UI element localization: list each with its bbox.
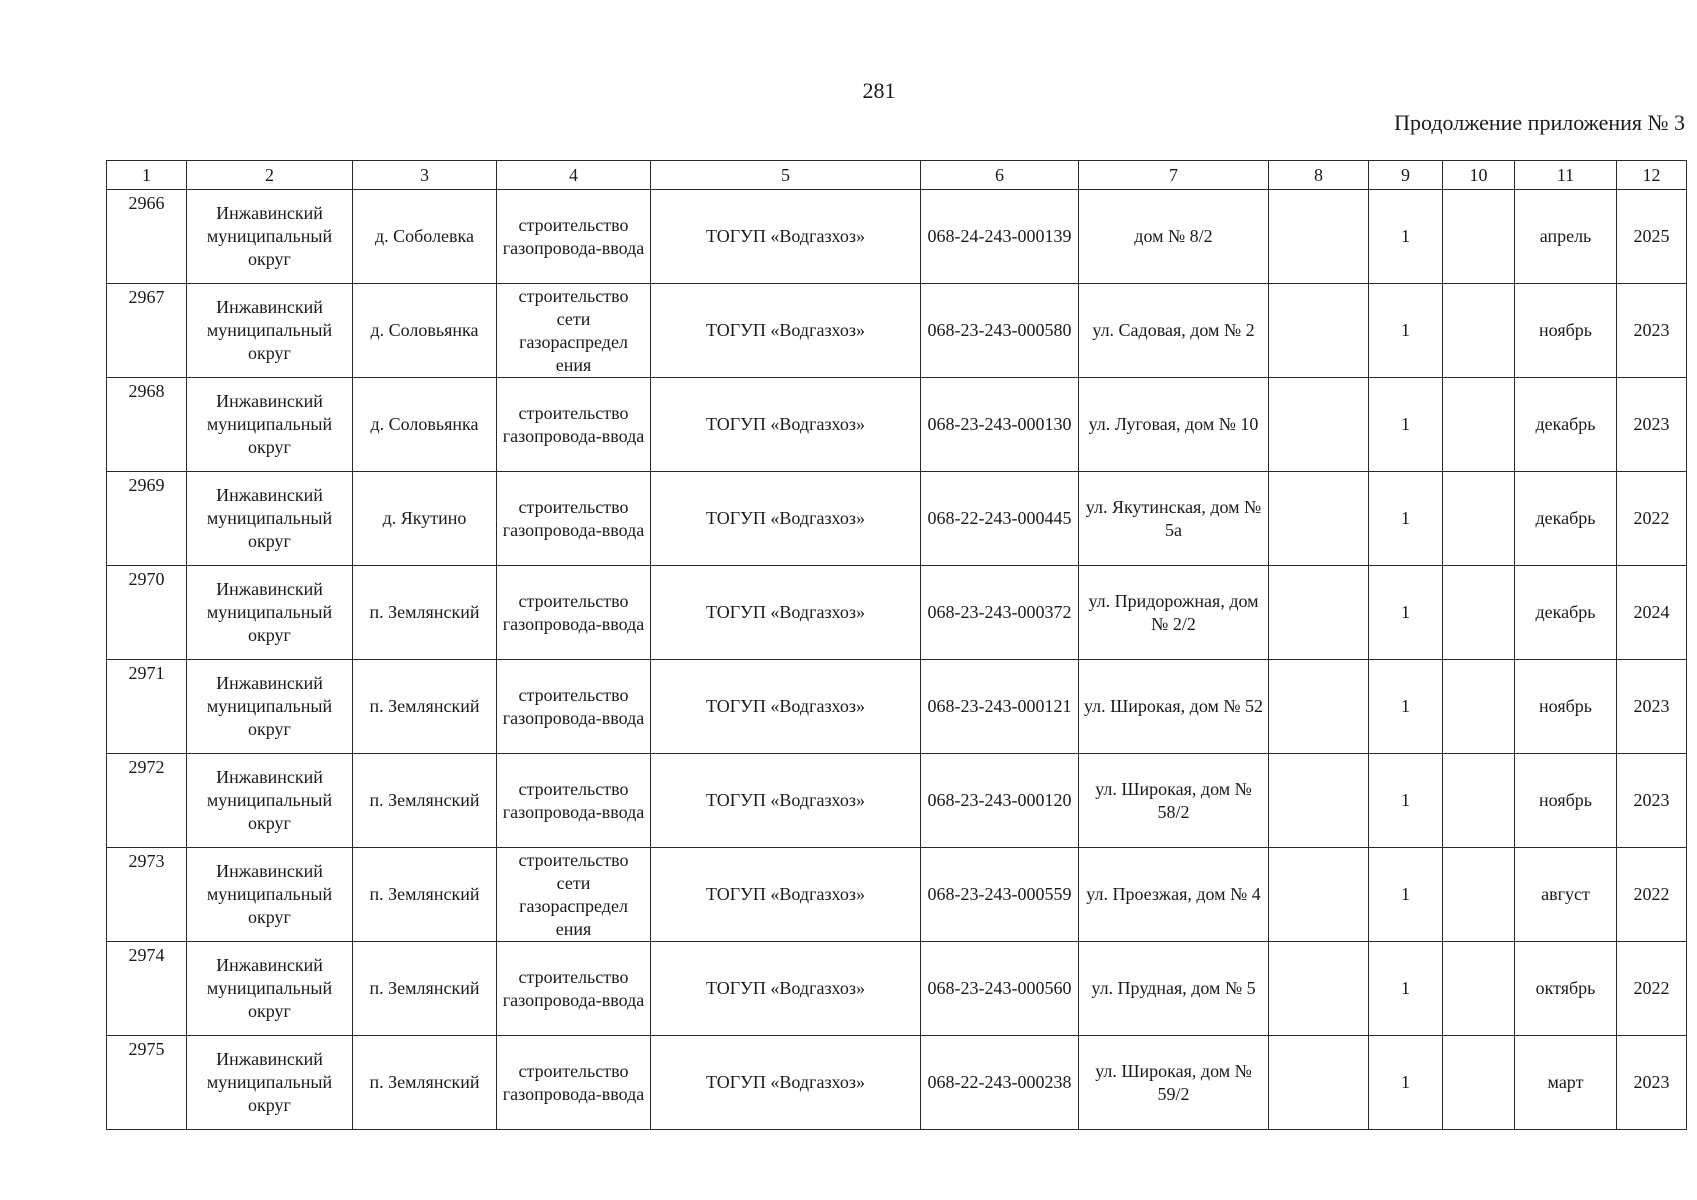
year-cell: 2022 [1617,472,1687,566]
column-header: 2 [187,161,353,190]
table-row [107,472,1687,566]
work-type-cell: строительство газопровода-ввода [497,942,651,1036]
month-cell: декабрь [1515,472,1617,566]
organization-cell: ТОГУП «Водгазхоз» [651,660,921,754]
column-8-cell [1269,284,1369,378]
continuation-label: Продолжение приложения № 3 [1394,110,1685,135]
object-code-cell: 068-23-243-000121 [921,660,1079,754]
organization-cell: ТОГУП «Водгазхоз» [651,472,921,566]
settlement-cell: п. Землянский [353,848,497,942]
month-cell: март [1515,1036,1617,1130]
object-code-cell: 068-23-243-000560 [921,942,1079,1036]
header-row [107,161,1687,190]
column-10-cell [1443,566,1515,660]
quantity-cell: 1 [1369,660,1443,754]
table-row [107,1036,1687,1130]
object-code-cell: 068-22-243-000445 [921,472,1079,566]
column-8-cell [1269,190,1369,284]
year-cell: 2023 [1617,660,1687,754]
row-number: 2967 [107,284,187,378]
object-code-cell: 068-22-243-000238 [921,1036,1079,1130]
quantity-cell: 1 [1369,1036,1443,1130]
column-header: 12 [1617,161,1687,190]
row-number: 2972 [107,754,187,848]
column-header: 10 [1443,161,1515,190]
settlement-cell: п. Землянский [353,754,497,848]
table-row [107,660,1687,754]
address-cell: ул. Придорожная, дом № 2/2 [1079,566,1269,660]
district-cell: Инжавинский муниципальный округ [187,754,353,848]
work-type-cell: строительство газопровода-ввода [497,1036,651,1130]
column-header: 9 [1369,161,1443,190]
work-type-cell: строительство сети газораспредел ения [497,284,651,378]
quantity-cell: 1 [1369,284,1443,378]
object-code-cell: 068-24-243-000139 [921,190,1079,284]
column-10-cell [1443,284,1515,378]
work-type-cell: строительство газопровода-ввода [497,190,651,284]
organization-cell: ТОГУП «Водгазхоз» [651,942,921,1036]
organization-cell: ТОГУП «Водгазхоз» [651,190,921,284]
column-10-cell [1443,472,1515,566]
settlement-cell: д. Якутино [353,472,497,566]
work-type-cell: строительство газопровода-ввода [497,472,651,566]
table-row [107,190,1687,284]
page-number: 281 [862,78,896,103]
year-cell: 2023 [1617,284,1687,378]
column-8-cell [1269,472,1369,566]
column-header: 1 [107,161,187,190]
work-type-cell: строительство газопровода-ввода [497,378,651,472]
row-number: 2973 [107,848,187,942]
month-cell: ноябрь [1515,284,1617,378]
work-type-cell: строительство газопровода-ввода [497,660,651,754]
row-number: 2969 [107,472,187,566]
column-10-cell [1443,1036,1515,1130]
work-type-cell: строительство газопровода-ввода [497,754,651,848]
settlement-cell: д. Соболевка [353,190,497,284]
month-cell: август [1515,848,1617,942]
month-cell: ноябрь [1515,754,1617,848]
organization-cell: ТОГУП «Водгазхоз» [651,848,921,942]
year-cell: 2025 [1617,190,1687,284]
organization-cell: ТОГУП «Водгазхоз» [651,566,921,660]
district-cell: Инжавинский муниципальный округ [187,942,353,1036]
column-8-cell [1269,754,1369,848]
settlement-cell: д. Соловьянка [353,284,497,378]
address-cell: ул. Садовая, дом № 2 [1079,284,1269,378]
column-10-cell [1443,754,1515,848]
column-header: 7 [1079,161,1269,190]
address-cell: ул. Якутинская, дом № 5а [1079,472,1269,566]
row-number: 2968 [107,378,187,472]
column-10-cell [1443,848,1515,942]
district-cell: Инжавинский муниципальный округ [187,566,353,660]
table-row [107,942,1687,1036]
organization-cell: ТОГУП «Водгазхоз» [651,378,921,472]
table-row [107,378,1687,472]
table-row [107,848,1687,942]
quantity-cell: 1 [1369,942,1443,1036]
quantity-cell: 1 [1369,754,1443,848]
table-row [107,284,1687,378]
month-cell: декабрь [1515,566,1617,660]
year-cell: 2023 [1617,1036,1687,1130]
object-code-cell: 068-23-243-000372 [921,566,1079,660]
row-number: 2966 [107,190,187,284]
column-10-cell [1443,942,1515,1036]
address-cell: ул. Луговая, дом № 10 [1079,378,1269,472]
row-number: 2970 [107,566,187,660]
page-number-wrapper [0,78,1697,104]
year-cell: 2023 [1617,378,1687,472]
address-cell: ул. Широкая, дом № 52 [1079,660,1269,754]
column-10-cell [1443,660,1515,754]
row-number: 2974 [107,942,187,1036]
column-header: 8 [1269,161,1369,190]
object-code-cell: 068-23-243-000559 [921,848,1079,942]
district-cell: Инжавинский муниципальный округ [187,660,353,754]
row-number: 2975 [107,1036,187,1130]
address-cell: дом № 8/2 [1079,190,1269,284]
column-header: 4 [497,161,651,190]
quantity-cell: 1 [1369,848,1443,942]
address-cell: ул. Широкая, дом № 58/2 [1079,754,1269,848]
column-10-cell [1443,190,1515,284]
column-8-cell [1269,660,1369,754]
column-header: 6 [921,161,1079,190]
year-cell: 2022 [1617,942,1687,1036]
column-8-cell [1269,378,1369,472]
district-cell: Инжавинский муниципальный округ [187,1036,353,1130]
column-8-cell [1269,942,1369,1036]
object-code-cell: 068-23-243-000120 [921,754,1079,848]
table-row [107,566,1687,660]
address-cell: ул. Прудная, дом № 5 [1079,942,1269,1036]
organization-cell: ТОГУП «Водгазхоз» [651,754,921,848]
work-type-cell: строительство газопровода-ввода [497,566,651,660]
table-header [107,161,1687,190]
month-cell: ноябрь [1515,660,1617,754]
month-cell: октябрь [1515,942,1617,1036]
district-cell: Инжавинский муниципальный округ [187,284,353,378]
object-code-cell: 068-23-243-000580 [921,284,1079,378]
month-cell: декабрь [1515,378,1617,472]
work-type-cell: строительство сети газораспредел ения [497,848,651,942]
district-cell: Инжавинский муниципальный округ [187,472,353,566]
table-body [107,190,1687,1130]
month-cell: апрель [1515,190,1617,284]
quantity-cell: 1 [1369,566,1443,660]
column-header: 3 [353,161,497,190]
column-8-cell [1269,848,1369,942]
address-cell: ул. Широкая, дом № 59/2 [1079,1036,1269,1130]
district-cell: Инжавинский муниципальный округ [187,848,353,942]
settlement-cell: д. Соловьянка [353,378,497,472]
district-cell: Инжавинский муниципальный округ [187,378,353,472]
quantity-cell: 1 [1369,378,1443,472]
organization-cell: ТОГУП «Водгазхоз» [651,284,921,378]
organization-cell: ТОГУП «Водгазхоз» [651,1036,921,1130]
settlement-cell: п. Землянский [353,660,497,754]
quantity-cell: 1 [1369,472,1443,566]
address-cell: ул. Проезжая, дом № 4 [1079,848,1269,942]
settlement-cell: п. Землянский [353,566,497,660]
settlement-cell: п. Землянский [353,942,497,1036]
column-8-cell [1269,1036,1369,1130]
table-row [107,754,1687,848]
column-10-cell [1443,378,1515,472]
registry-table [106,160,1687,1130]
object-code-cell: 068-23-243-000130 [921,378,1079,472]
row-number: 2971 [107,660,187,754]
settlement-cell: п. Землянский [353,1036,497,1130]
year-cell: 2022 [1617,848,1687,942]
year-cell: 2023 [1617,754,1687,848]
column-header: 11 [1515,161,1617,190]
quantity-cell: 1 [1369,190,1443,284]
column-header: 5 [651,161,921,190]
year-cell: 2024 [1617,566,1687,660]
district-cell: Инжавинский муниципальный округ [187,190,353,284]
column-8-cell [1269,566,1369,660]
